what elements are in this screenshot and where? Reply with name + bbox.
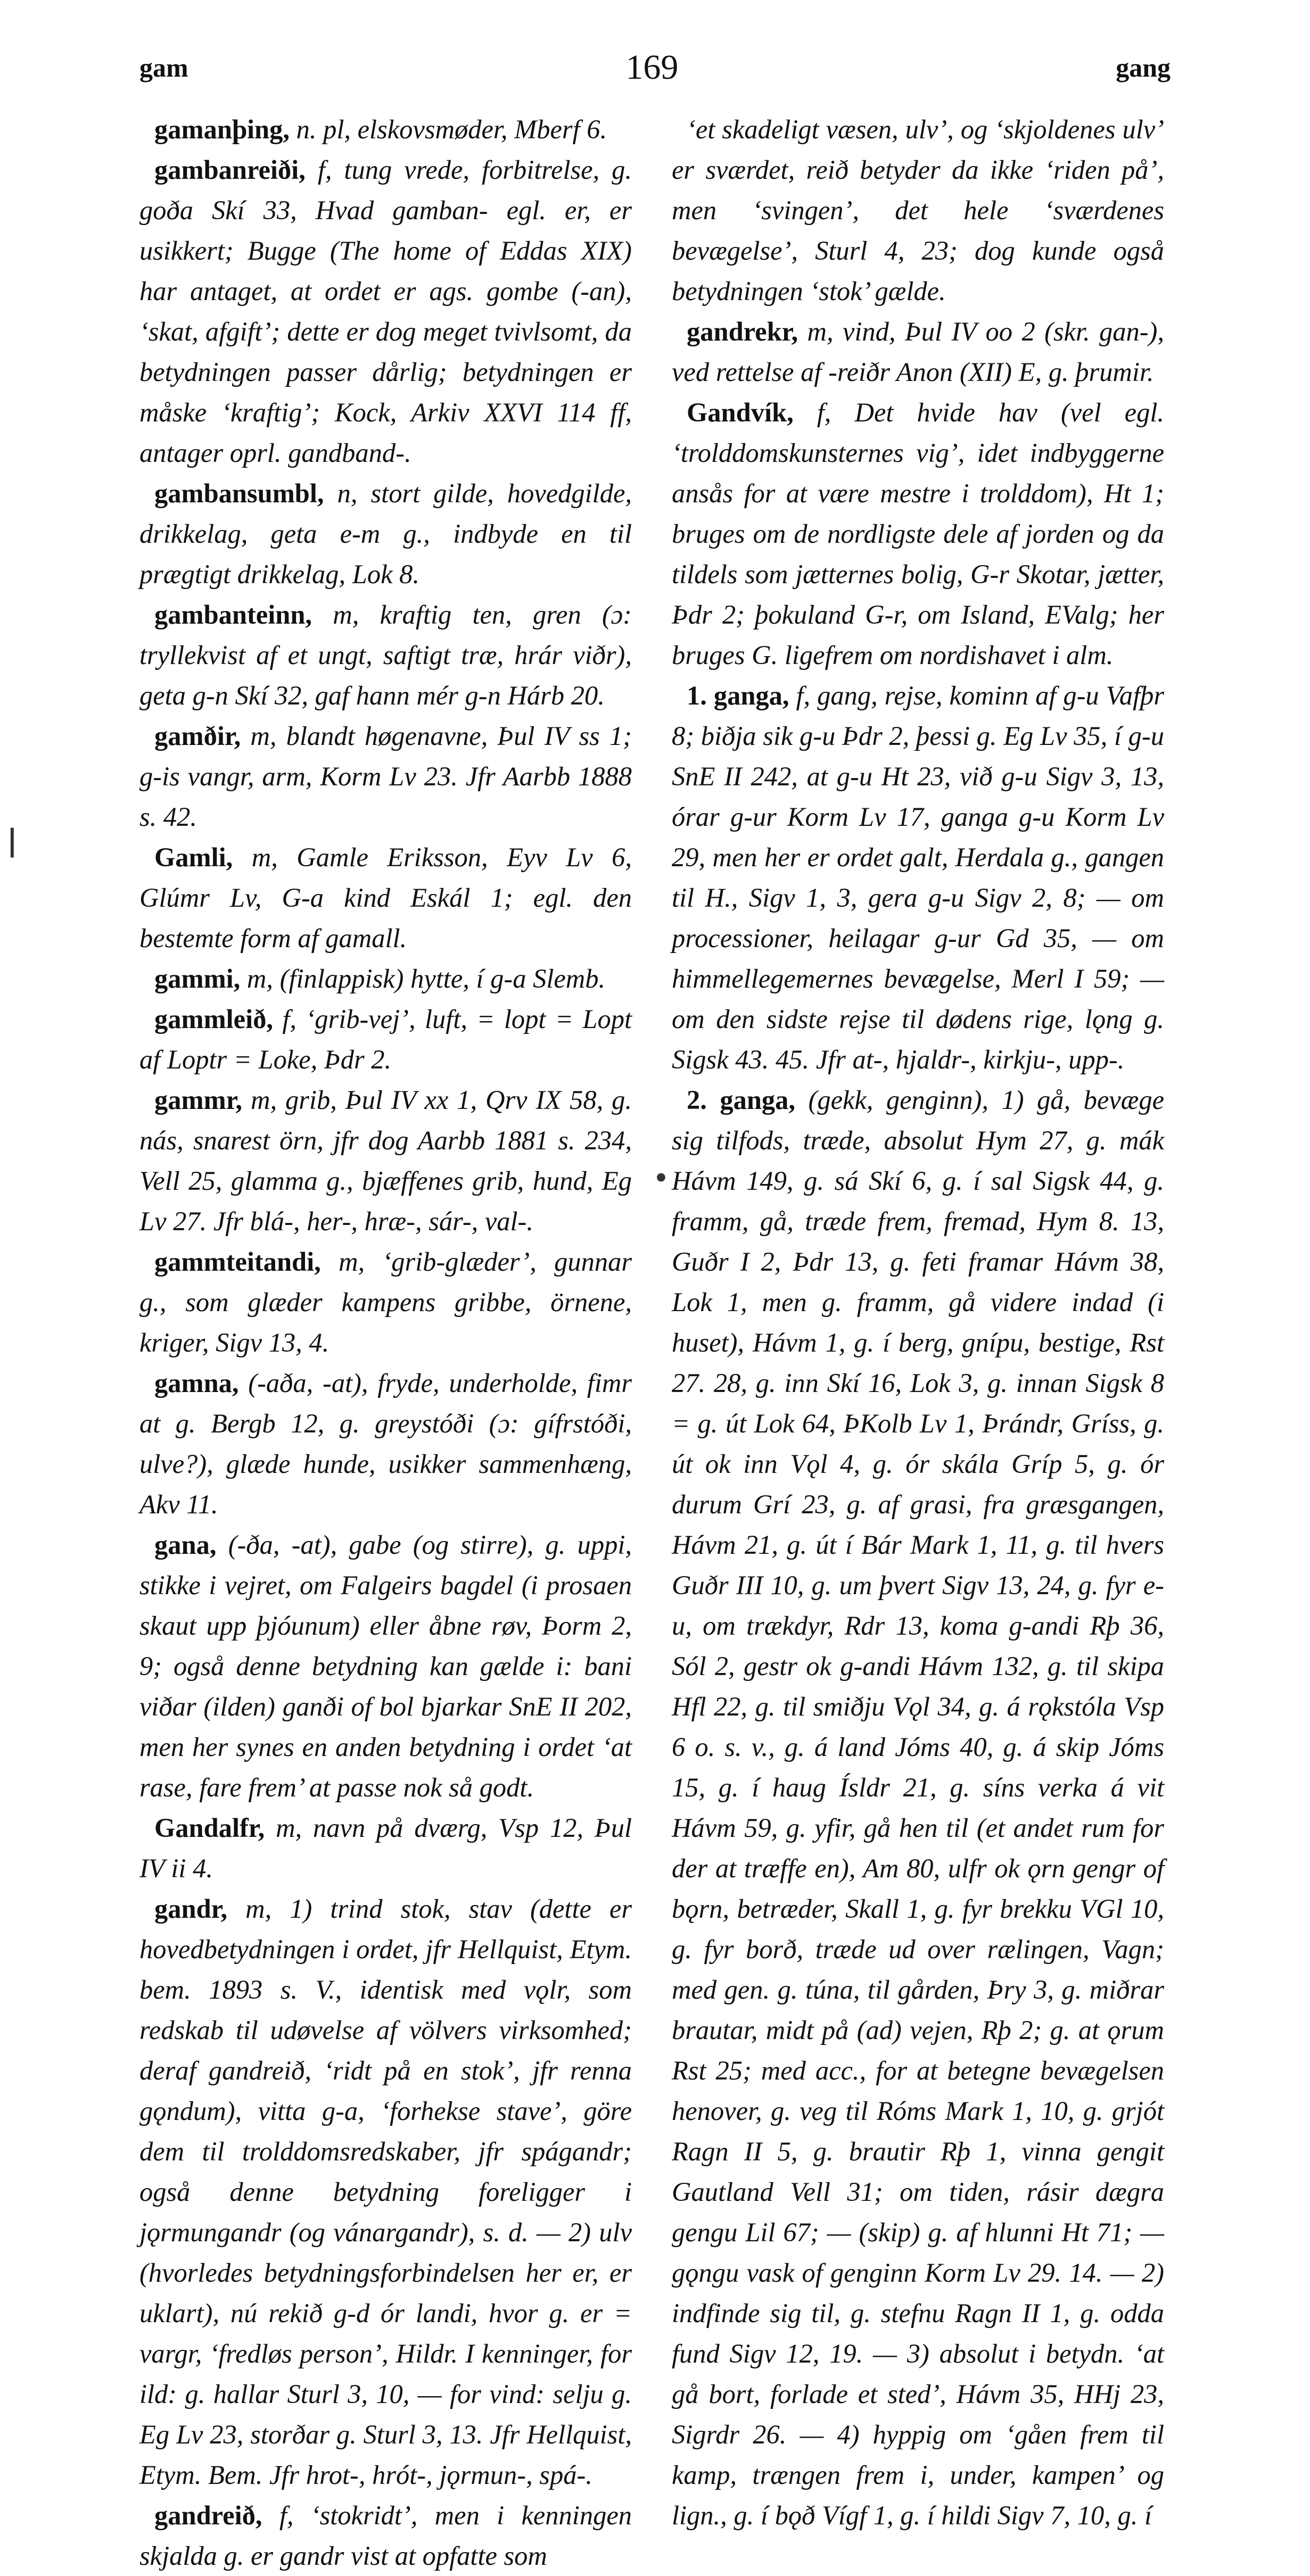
entry-definition: (-ða, -at), gabe (og stirre), g. uppi, stikke i vejret, om Falgeirs bagdel (i prosaen skaut upp þjóunum) eller åbne røv, Þorm 2, 9; også denne betydning kan gælde i: bani viðar (ilden) ganði of bol bjarkar SnE II 202, men her synes en anden betydning i ordet ‘at rase, fare frem’ at passe nok så godt. xyxy=(139,1530,632,1802)
entry-definition: ‘et skadeligt væsen, ulv’, og ‘skjoldenes ulv’ er sværdet, reið betyder da ikke ‘riden på’, men ‘svingen’, det hele ‘sværdenes bevægelse’, Sturl 4, 23; dog kunde også betydningen ‘stok’ gælde. xyxy=(672,114,1164,306)
left-column xyxy=(139,109,632,2571)
entry-headword: gandreið, xyxy=(154,2500,262,2530)
dictionary-entry xyxy=(139,716,632,837)
entry-headword: gandr, xyxy=(154,1894,228,1924)
dictionary-entry xyxy=(139,150,632,473)
entry-definition: f, ‘stokridt’, men i kenningen skjalda g. er gandr vist at opfatte som xyxy=(139,2500,632,2571)
entry-definition: (-aða, -at), fryde, underholde, fimr at g. Bergb 12, g. greystóði (ɔ: gífrstóði, ulve?), glæde hunde, usikker sammenhæng, Akv 11. xyxy=(139,1368,632,1519)
left-guide-word: gam xyxy=(139,53,188,82)
entry-headword: 2. ganga, xyxy=(687,1085,796,1115)
running-header xyxy=(139,38,1171,97)
dictionary-entry xyxy=(672,109,1164,311)
dictionary-entry xyxy=(139,999,632,1080)
entry-headword: gamanþing, xyxy=(154,114,290,144)
dictionary-entry xyxy=(139,958,632,999)
entry-headword: gammteitandi, xyxy=(154,1247,321,1277)
dictionary-entry xyxy=(672,675,1164,1080)
dictionary-entry xyxy=(139,1888,632,2495)
entry-definition: m, (finlappisk) hytte, í g-a Slemb. xyxy=(246,964,606,993)
margin-dot: • xyxy=(653,1162,670,1195)
dictionary-entry xyxy=(139,473,632,594)
entry-definition: m, Gamle Eriksson, Eyv Lv 6, Glúmr Lv, G-a kind Eskál 1; egl. den bestemte form af gamall. xyxy=(139,842,632,953)
dictionary-entry xyxy=(672,311,1164,392)
entry-definition: m, kraftig ten, gren (ɔ: tryllekvist af et ungt, saftigt træ, hrár viðr), geta g-n Skí 32, gaf hann mér g-n Hárb 20. xyxy=(139,600,632,710)
dictionary-entry xyxy=(139,109,632,150)
entry-headword: gammr, xyxy=(154,1085,243,1115)
entry-headword: Gandvík, xyxy=(687,397,794,427)
entry-definition: (gekk, genginn), 1) gå, bevæge sig tilfods, træde, absolut Hym 27, g. mák Hávm 149, g. sá Skí 6, g. í sal Sigsk 44, g. framm, gå, træde frem, fremad, Hym 8. 13, Guðr I 2, Þdr 13, g. feti framar Hávm 38, Lok 1, men g. framm, gå videre indad (i huset), Hávm 1, g. í berg, gnípu, bestige, Rst 27. 28, g. inn Skí 16, Lok 3, g. innan Sigsk 8 = g. út Lok 64, ÞKolb Lv 1, Þrándr, Gríss, g. út ok inn Vǫl 4, g. ór skála Gríp 5, g. ór durum Grí 23, g. af grasi, fra græsgangen, Hávm 21, g. út í Bár Mark 1, 11, g. til hvers Guðr III 10, g. um þvert Sigv 13, 24, g. fyr e-u, om trækdyr, Rdr 13, koma g-andi Rþ 36, Sól 2, gestr ok g-andi Hávm 132, g. til skipa Hfl 22, g. til smiðju Vǫl 34, g. á rǫkstóla Vsp 6 o. s. v., g. á land Jóms 40, g. á skip Jóms 15, g. í haug Ísldr 21, g. síns verka á vit Hávm 59, g. yfir, gå hen til (et andet rum for der at træffe en), Am 80, ulfr ok ǫrn gengr of bǫrn, betræder, Skall 1, g. fyr brekku VGl 10, g. fyr borð, træde ud over rælingen, Vagn; med gen. g. túna, til gården, Þry 3, g. miðrar brautar, midt på (ad) vejen, Rþ 2; g. at ǫrum Rst 25; med acc., for at betegne bevægelsen henover, g. veg til Róms Mark 1, 10, g. grjót Ragn II 5, g. brautir Rþ 1, vinna gengit Gautland Vell 31; om tiden, rásir dægra gengu Lil 67; — (skip) g. af hlunni Ht 71; — gǫngu vask of genginn Korm Lv 29. 14. — 2) indfinde sig til, g. stefnu Ragn II 1, g. odda fund Sigv 12, 19. — 3) absolut i betydn. ‘at gå bort, forlade et sted’, Hávm 35, HHj 23, Sigrdr 26. — 4) hyppig om ‘gåen frem til kamp, trængen frem i, under, kampen’ og lign., g. í bǫð Vígf 1, g. í hildi Sigv 7, 10, g. í xyxy=(672,1085,1164,2530)
entry-definition: n. pl, elskovsmøder, Mberf 6. xyxy=(296,114,607,144)
dictionary-entry xyxy=(139,1808,632,1888)
entry-headword: gammi, xyxy=(154,964,241,993)
dictionary-entry xyxy=(139,594,632,716)
right-guide-word: gang xyxy=(1116,53,1171,82)
entry-headword: gana, xyxy=(154,1530,217,1560)
entry-headword: gandrekr, xyxy=(687,317,798,346)
dictionary-entry xyxy=(139,2495,632,2576)
dictionary-entry xyxy=(139,837,632,958)
entry-headword: gamna, xyxy=(154,1368,239,1398)
entry-definition: f, Det hvide hav (vel egl. ‘trolddomskunsternes vig’, idet indbyggerne ansås for at være mestre i trolddom), Ht 1; bruges om de nordligste dele af jorden og da tildels som jætternes bolig, G-r Skotar, jætter, Þdr 2; þokuland G-r, om Island, EValg; her bruges G. ligefrem om nordishavet i alm. xyxy=(672,397,1164,670)
entry-definition: f, tung vrede, forbitrelse, g. goða Skí 33, Hvad gamban- egl. er, er usikkert; Bugge (The home of Eddas XIX) har antaget, at ordet er ags. gombe (-an), ‘skat, afgift’; dette er dog meget tvivlsomt, da betydningen passer dårlig; betydningen er måske ‘kraftig’; Kock, Arkiv XXVI 114 ff, antager oprl. gandband-. xyxy=(139,155,632,468)
dictionary-entry xyxy=(139,1363,632,1525)
entry-headword: Gamli, xyxy=(154,842,233,872)
margin-bar: ǀ xyxy=(7,822,17,859)
entry-definition: m, ‘grib-glæder’, gunnar g., som glæder kampens gribbe, örnene, kriger, Sigv 13, 4. xyxy=(139,1247,632,1357)
entry-definition: f, gang, rejse, kominn af g-u Vafþr 8; biðja sik g-u Þdr 2, þessi g. Eg Lv 35, í g-u SnE II 242, at g-u Ht 23, við g-u Sigv 3, 13, órar g-ur Korm Lv 17, ganga g-u Korm Lv 29, men her er ordet galt, Herdala g., gangen til H., Sigv 1, 3, gera g-u Sigv 2, 8; — om processioner, heilagar g-ur Gd 35, — om himmellegemernes bevægelse, Merl I 59; — om den sidste rejse til dødens rige, lǫng g. Sigsk 43. 45. Jfr at-, hjaldr-, kirkju-, upp-. xyxy=(672,681,1165,1074)
dictionary-entry xyxy=(139,1080,632,1241)
entry-headword: gambanreiði, xyxy=(154,155,306,185)
entry-definition: m, 1) trind stok, stav (dette er hovedbetydningen i ordet, jfr Hellquist, Etym. bem. 1893 s. V., identisk med vǫlr, som redskab til udøvelse af völvers virksomhed; deraf gandreið, ‘ridt på en stok’, jfr renna gǫndum), vitta g-a, ‘forhekse stave’, göre dem til trolddomsredskaber, jfr spágandr; også denne betydning foreligger i jǫrmungandr (og vánargandr), s. d. — 2) ulv (hvorledes betydningsforbindelsen her er, er uklart), nú rekið g-d ór landi, hvor g. er = vargr, ‘fredløs person’, Hildr. I kenninger, for ild: g. hallar Sturl 3, 10, — for vind: selju g. Eg Lv 23, storðar g. Sturl 3, 13. Jfr Hellquist, Etym. Bem. Jfr hrot-, hrót-, jǫrmun-, spá-. xyxy=(139,1894,632,2490)
right-column xyxy=(672,109,1165,2530)
entry-headword: gammleið, xyxy=(154,1004,273,1034)
entry-headword: gambansumbl, xyxy=(154,478,324,508)
entry-definition: n, stort gilde, hovedgilde, drikkelag, geta e-m g., indbyde en til prægtigt drikkelag, Lok 8. xyxy=(139,478,632,589)
entry-headword: 1. ganga, xyxy=(687,681,789,710)
dictionary-entry xyxy=(139,1241,632,1363)
entry-definition: m, navn på dværg, Vsp 12, Þul IV ii 4. xyxy=(139,1813,632,1883)
entry-headword: gamðir, xyxy=(154,721,241,751)
entry-headword: gambanteinn, xyxy=(154,600,312,629)
dictionary-entry xyxy=(672,392,1164,675)
dictionary-entry xyxy=(672,1080,1164,2536)
entry-headword: Gandalfr, xyxy=(154,1813,265,1843)
dictionary-entry xyxy=(139,1525,632,1808)
page-number: 169 xyxy=(625,48,679,87)
entry-definition: f, ‘grib-vej’, luft, = lopt = Lopt af Loptr = Loke, Þdr 2. xyxy=(139,1004,632,1074)
entry-definition: m, vind, Þul IV oo 2 (skr. gan-), ved rettelse af -reiðr Anon (XII) E, g. þrumir. xyxy=(672,317,1165,387)
entry-definition: m, grib, Þul IV xx 1, Qrv IX 58, g. nás, snarest örn, jfr dog Aarbb 1881 s. 234, Vell 25, glamma g., bjæffenes grib, hund, Eg Lv 27. Jfr blá-, her-, hræ-, sár-, val-. xyxy=(139,1085,632,1236)
entry-definition: m, blandt høgenavne, Þul IV ss 1; g-is vangr, arm, Korm Lv 23. Jfr Aarbb 1888 s. 42. xyxy=(139,721,632,832)
